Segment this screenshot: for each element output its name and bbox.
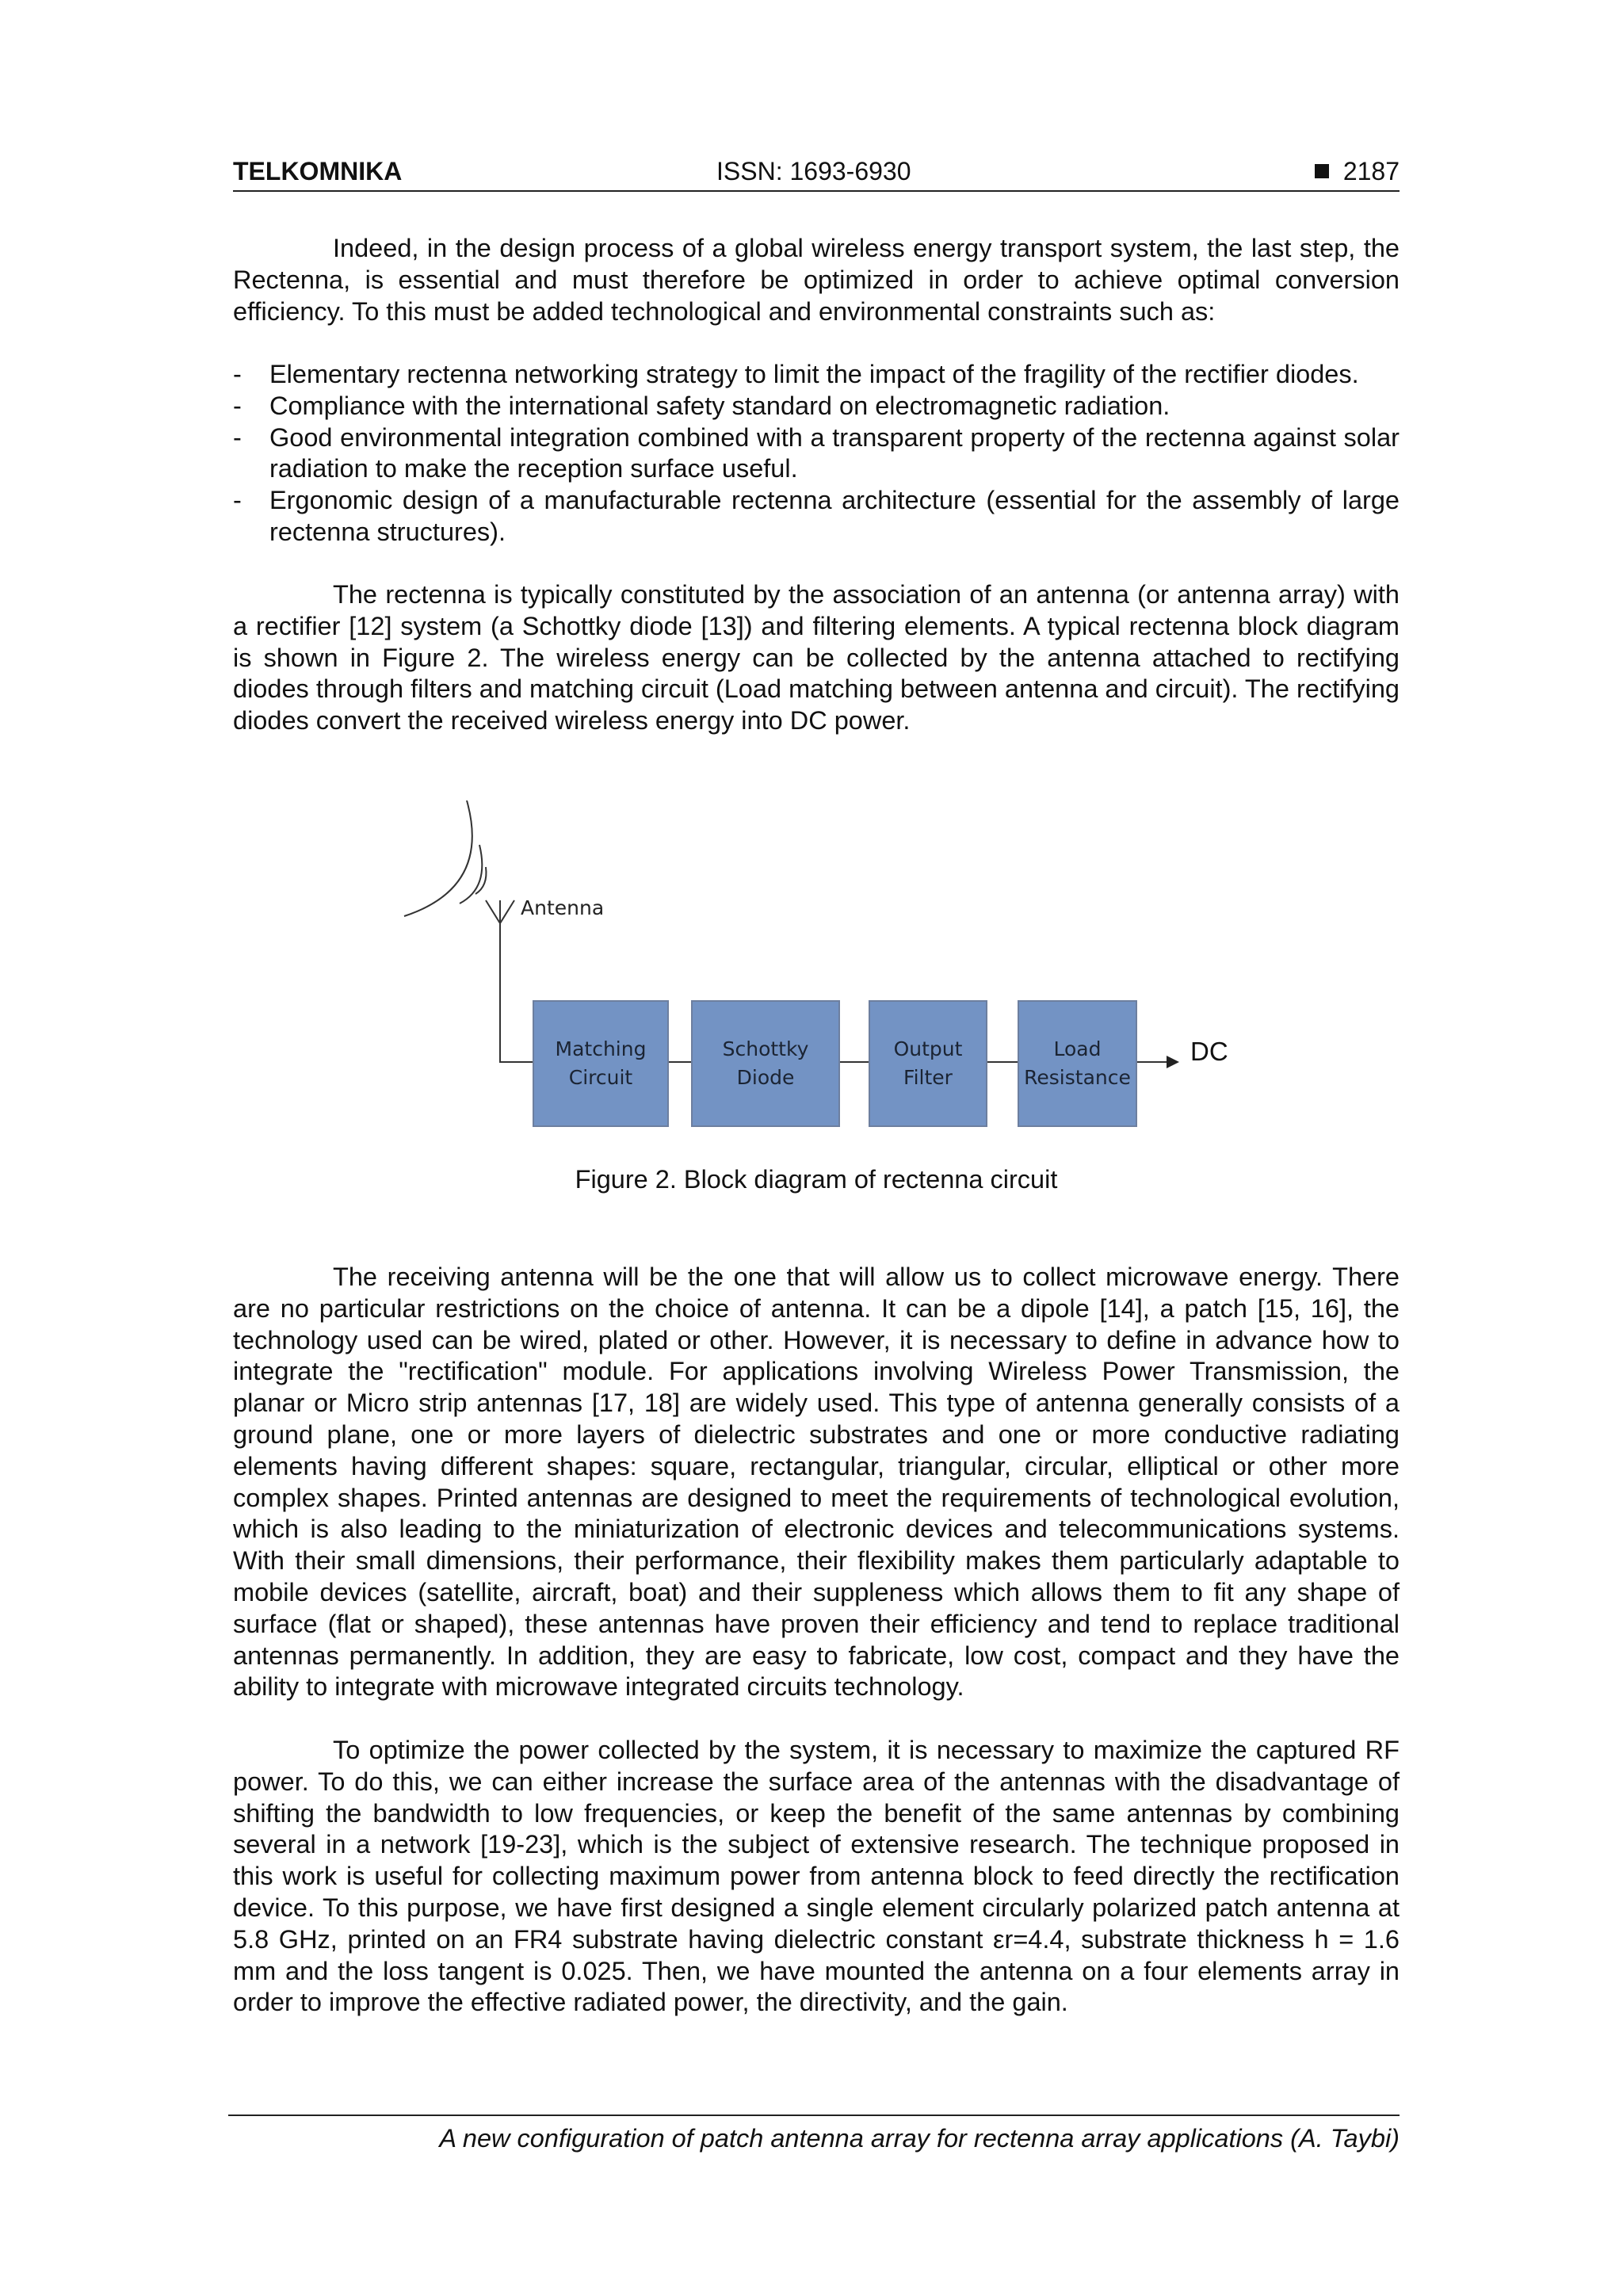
block-label: Schottky Diode (722, 1037, 809, 1089)
schottky-diode-block (691, 1000, 840, 1127)
intro-paragraph: Indeed, in the design process of a global wireless energy transport system, the last step, the Rectenna, is essential and must therefore be optimized in order to achieve optimal conversion efficiency. To this must be added technological and environmental constraints such as: (233, 234, 1400, 326)
output-filter-block (869, 1000, 987, 1127)
wave-arc-3 (475, 867, 486, 894)
matching-circuit-block (533, 1000, 669, 1127)
list-dash: - (233, 486, 242, 515)
output-arrow-head (1167, 1056, 1179, 1068)
list-item-text: Compliance with the international safety standard on electromagnetic radiation. (269, 391, 1170, 420)
wave-arc-1 (404, 800, 472, 916)
list-dash: - (233, 360, 242, 388)
list-item (233, 359, 1400, 391)
dc-output-label: DC (1190, 1037, 1228, 1066)
list-dash: - (233, 422, 242, 452)
load-resistance-block (1018, 1000, 1137, 1127)
rectenna-block-diagram (396, 800, 1268, 1149)
page-number-value: 2187 (1342, 157, 1400, 185)
page-number (1315, 157, 1400, 186)
block-label: Output Filter (893, 1037, 963, 1089)
list-item (233, 422, 1400, 486)
feed-line (500, 923, 533, 1062)
antenna-paragraph: The receiving antenna will be the one that will allow us to collect microwave energy. There are no particular restrictions on the choice of antenna. It can be a dipole [14], a patch [15, 16], the technology used can be wired, plated or other. However, it is necessary to define in advance how to integrate the "rectification" module. For applications involving Wireless Power Transmission, the planar or Micro strip antennas [17, 18] are widely used. This type of antenna generally consists of a ground plane, one or more layers of dielectric substrates and one or more conductive radiating elements having different shapes: square, rectangular, triangular, circular, elliptical or other more complex shapes. Printed antennas are designed to meet the requirements of technological evolution, which is also leading to the miniaturization of electronic devices and telecommunications systems. With their small dimensions, their performance, their flexibility makes them particularly adaptable to mobile devices (satellite, aircraft, boat) and their suppleness which allows them to fit any shape of surface (flat or shaped), these antennas have proven their efficiency and tend to replace traditional antennas permanently. In addition, they are easy to fabricate, low cost, compact and they have the ability to integrate with microwave integrated circuits technology. (233, 1263, 1400, 1702)
antenna-label: Antenna (521, 896, 605, 919)
running-header (233, 155, 1400, 192)
rectenna-paragraph: The rectenna is typically constituted by the association of an antenna (or antenna array) with a rectifier [12] system (a Schottky diode [13]) and filtering elements. A typical rectenna block diagram is shown in Figure 2. The wireless energy can be collected by the antenna attached to rectifying diodes through filters and matching circuit (Load matching between antenna and circuit). The rectifying diodes convert the received wireless energy into DC power. (233, 580, 1400, 735)
block-label: Load Resistance (1024, 1037, 1131, 1089)
list-item (233, 391, 1400, 422)
list-dash: - (233, 391, 242, 420)
list-item (233, 485, 1400, 548)
list-item-text: Good environmental integration combined with a transparent property of the rectenna against solar radiation to make the reception surface useful. (269, 422, 1400, 483)
constraints-list (233, 359, 1400, 548)
figure-caption: Figure 2. Block diagram of rectenna circuit (575, 1165, 1058, 1194)
issn: ISSN: 1693-6930 (716, 157, 911, 185)
journal-name: TELKOMNIKA (233, 157, 403, 185)
power-paragraph: To optimize the power collected by the system, it is necessary to maximize the captured RF power. To do this, we can either increase the surface area of the antennas with the disadvantage of shifting the bandwidth to low frequencies, or keep the benefit of the same antennas by combining several in a network [19-23], which is the subject of extensive research. The technique proposed in this work is useful for collecting maximum power from antenna block to feed directly the rectification device. To this purpose, we have first designed a single element circularly polarized patch antenna at 5.8 GHz, printed on an FR4 substrate having dielectric constant εr=4.4, substrate thickness h = 1.6 mm and the loss tangent is 0.025. Then, we have mounted the antenna on a four elements array in order to improve the effective radiated power, the directivity, and the gain. (233, 1736, 1400, 2017)
square-bullet-icon (1315, 164, 1329, 178)
running-footer: A new configuration of patch antenna array for rectenna array applications (A. Taybi) (228, 2115, 1400, 2153)
antenna-icon (486, 900, 514, 923)
list-item-text: Elementary rectenna networking strategy to limit the impact of the fragility of the rectifier diodes. (269, 360, 1359, 388)
list-item-text: Ergonomic design of a manufacturable rectenna architecture (essential for the assembly of large rectenna structures). (269, 486, 1400, 546)
block-label: Matching Circuit (555, 1037, 647, 1089)
